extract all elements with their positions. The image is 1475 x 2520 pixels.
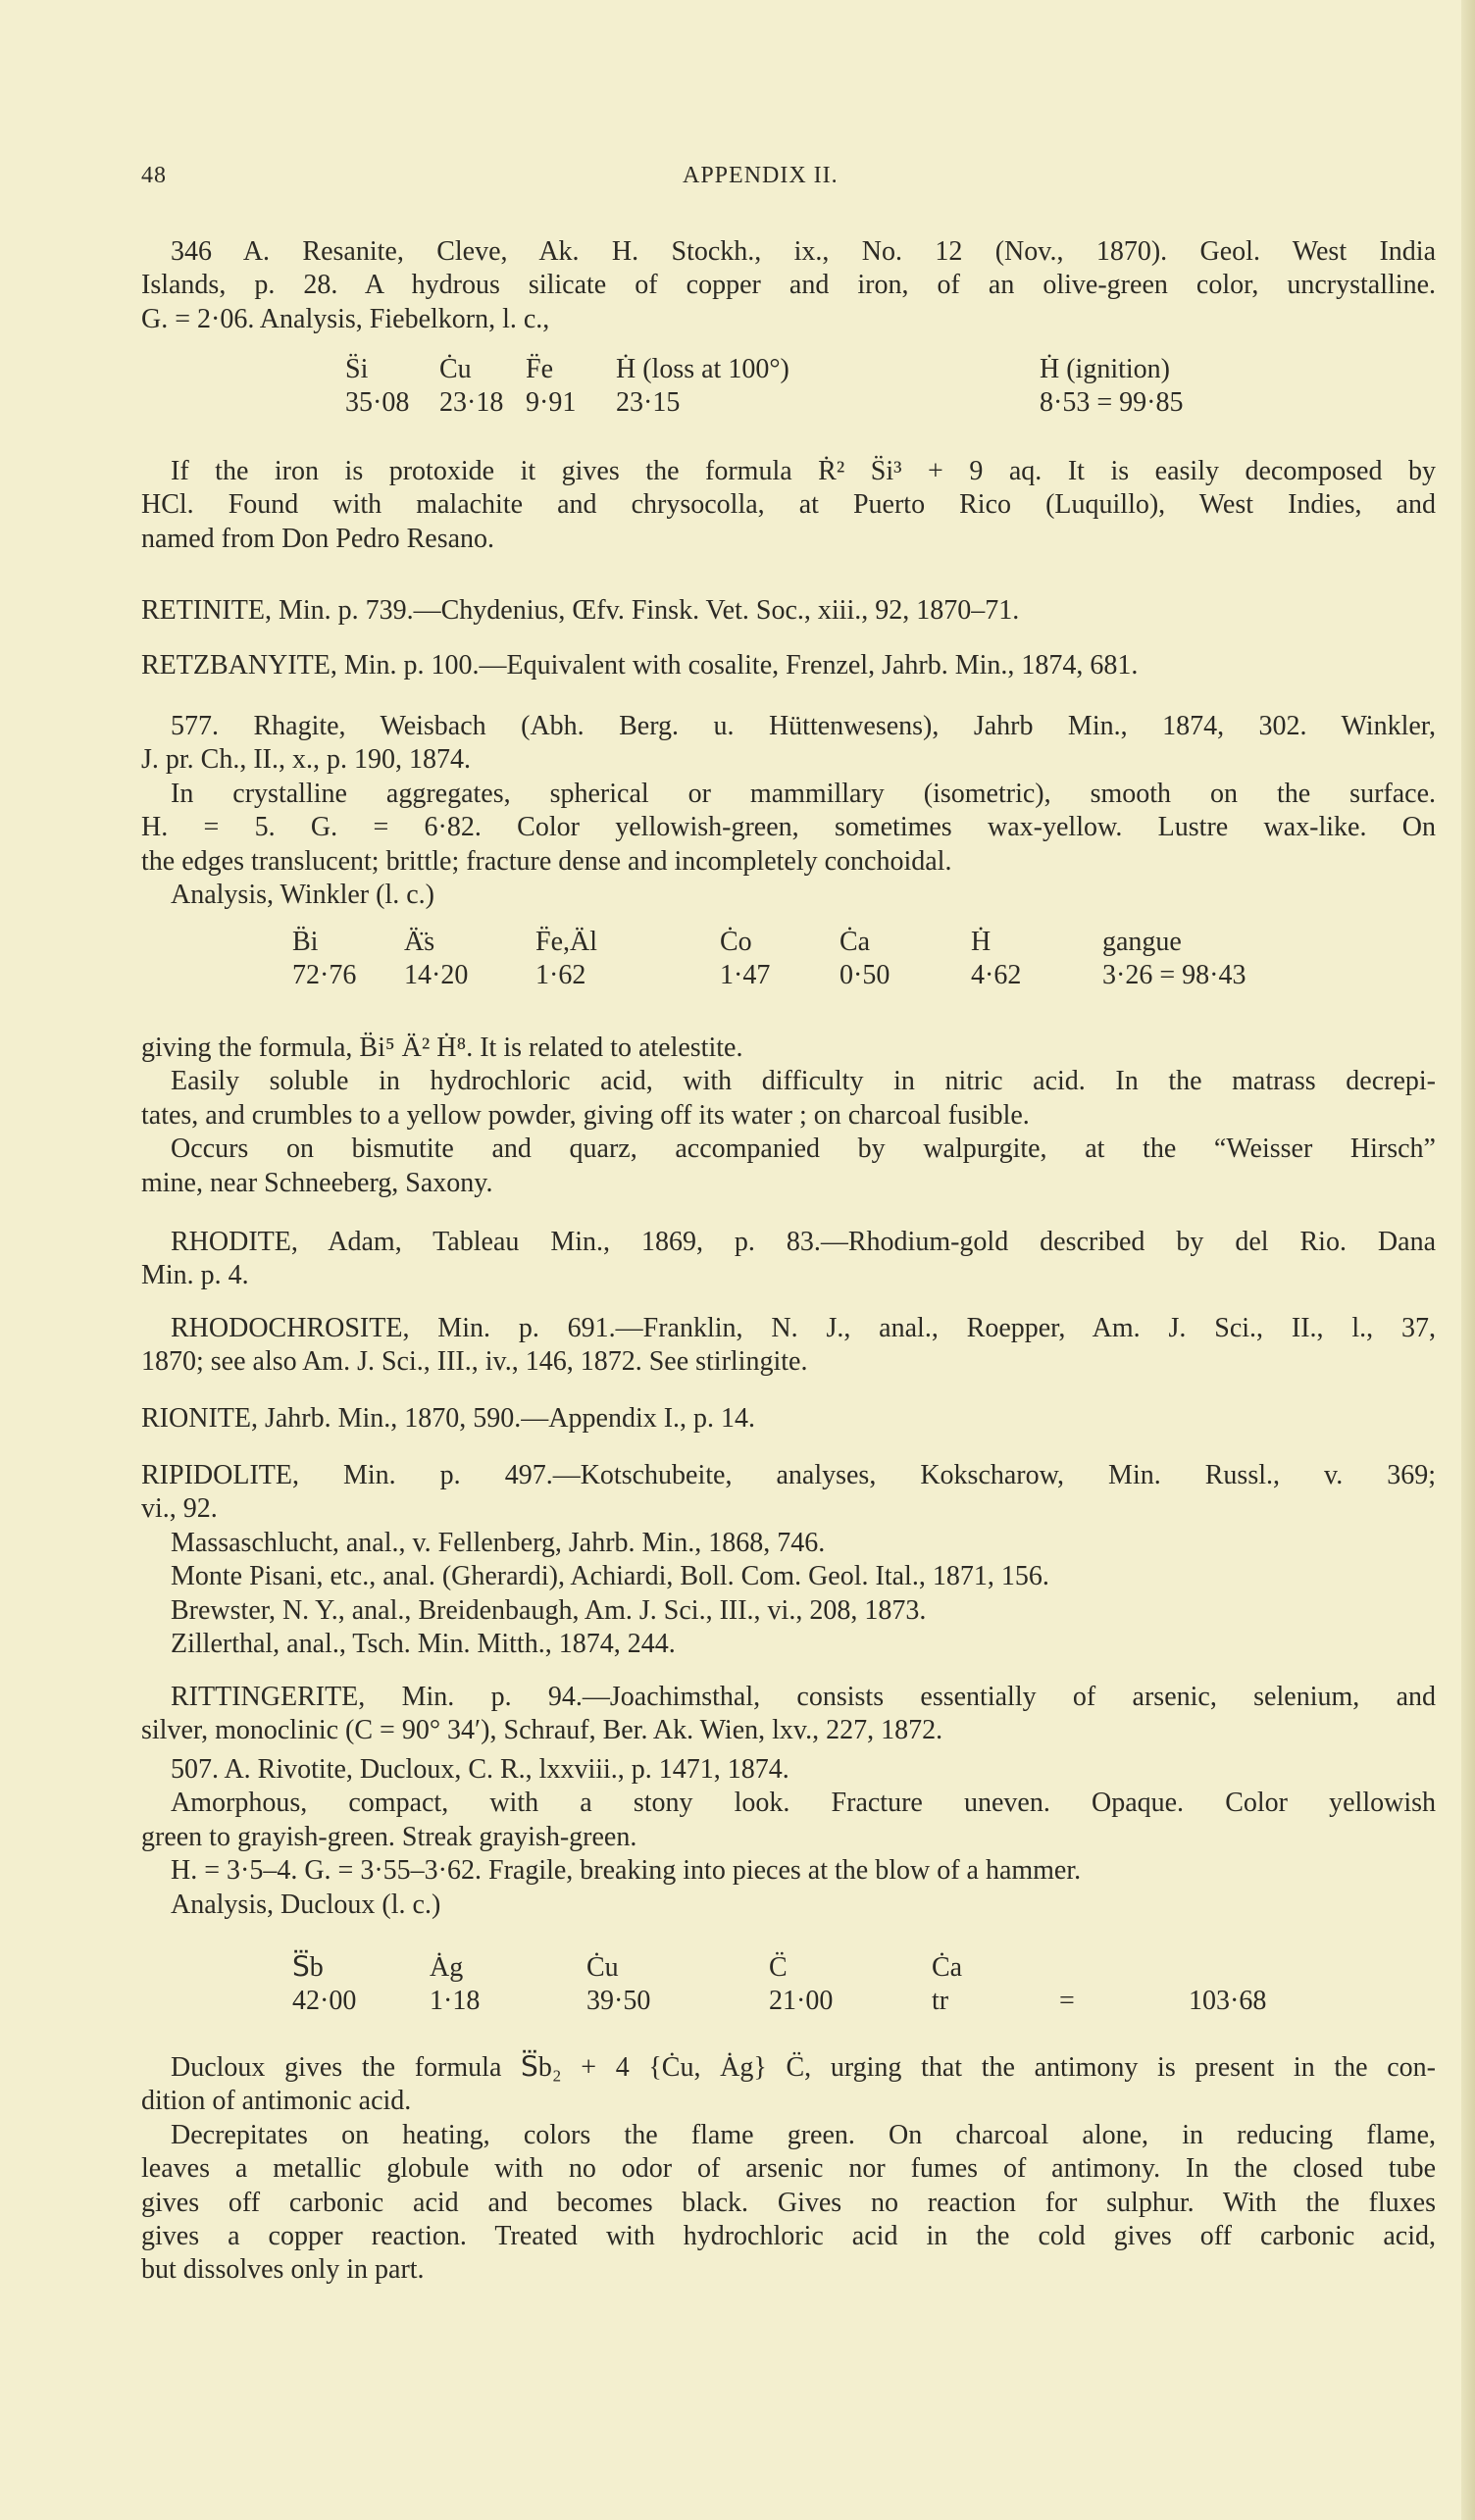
page-number: 48 [141, 163, 167, 188]
resanite-lines-block [141, 235, 1436, 336]
text-line: Easily soluble in hydrochloric acid, with difficulty in nitric acid. In the matrass decrepi- [171, 1066, 1436, 1097]
table-cell: 72·76 [292, 960, 357, 990]
table-header: Ḣ (ignition) [1040, 354, 1170, 384]
text-line: Analysis, Ducloux (l. c.) [171, 1889, 441, 1920]
text-line: In crystalline aggregates, spherical or mammillary (isometric), smooth on the surface. [171, 778, 1436, 809]
table-cell: 9·91 [526, 387, 577, 418]
table-cell: 14·20 [404, 960, 469, 990]
text-line: leaves a metallic globule with no odor of arsenic nor fumes of antimony. In the closed tube [141, 2153, 1436, 2185]
rhodochrosite-block [141, 1312, 1436, 1380]
table-cell: 4·62 [971, 960, 1022, 990]
text-line: Brewster, N. Y., anal., Breidenbaugh, Am. J. Sci., III., vi., 208, 1873. [171, 1594, 927, 1626]
retinite-entry: RETINITE, Min. p. 739.—Chydenius, Œfv. Finsk. Vet. Soc., xiii., 92, 1870–71. [141, 595, 1020, 626]
table-header: Ḣ [971, 927, 992, 957]
text-line: HCl. Found with malachite and chrysocolla, at Puerto Rico (Luquillo), West Indies, and [141, 489, 1436, 521]
rhagite-lines-block [141, 710, 1436, 912]
table-cell: 23·15 [616, 387, 681, 418]
text-line: Massaschlucht, anal., v. Fellenberg, Jahrb. Min., 1868, 746. [171, 1527, 826, 1558]
table-header: Ċa [839, 927, 871, 957]
text-line: vi., 92. [141, 1493, 218, 1525]
text-line: giving the formula, B̈i⁵ Ä² Ḣ⁸. It is related to atelestite. [141, 1033, 743, 1063]
table-header: Ċo [720, 927, 752, 957]
table-cell: 42·00 [292, 1986, 357, 2016]
table-header: Ä̈s [404, 927, 435, 957]
text-line: Decrepitates on heating, colors the flame green. On charcoal alone, in reducing flame, [171, 2119, 1436, 2150]
table-header: C̈ [769, 1952, 788, 1983]
table-total: 103·68 [1189, 1986, 1267, 2016]
text-line: If the iron is protoxide it gives the formula Ṙ² S̈i³ + 9 aq. It is easily decomposed by [171, 456, 1436, 486]
text-line: H. = 3·5–4. G. = 3·55–3·62. Fragile, breaking into pieces at the blow of a hammer. [171, 1855, 1082, 1887]
text-line: RHODOCHROSITE, Min. p. 691.—Franklin, N. J., anal., Roepper, Am. J. Sci., II., l., 37, [171, 1313, 1436, 1343]
text-line: J. pr. Ch., II., x., p. 190, 1874. [141, 744, 471, 776]
table-header: Ḣ (loss at 100°) [616, 354, 789, 384]
table-cell: tr [932, 1986, 949, 2016]
text-line: 507. A. Rivotite, Ducloux, C. R., lxxviii., p. 1471, 1874. [171, 1754, 789, 1785]
rivotite-after-block [141, 2051, 1436, 2288]
table-header: gangue [1102, 927, 1182, 957]
text-line: the edges translucent; brittle; fracture dense and incompletely conchoidal. [141, 845, 952, 877]
table-cell: 1·47 [720, 960, 771, 990]
table-cell: 35·08 [345, 387, 410, 418]
table-header: F̈e,Äl [535, 927, 597, 957]
table-cell: 1·18 [430, 1986, 481, 2016]
table-header: B̈i [292, 927, 319, 957]
text-line: Amorphous, compact, with a stony look. Fracture uneven. Opaque. Color yellowish [171, 1788, 1436, 1819]
text-line: Islands, p. 28. A hydrous silicate of copper and iron, of an olive-green color, uncrystalline. [141, 270, 1436, 301]
text-line: 1870; see also Am. J. Sci., III., iv., 146, 1872. See stirlingite. [141, 1346, 808, 1378]
table-header: S⃛b [292, 1952, 324, 1983]
rittingerite-block [141, 1681, 1436, 1748]
table-cell: 0·50 [839, 960, 890, 990]
table-cell: 39·50 [586, 1986, 651, 2016]
text-line: named from Don Pedro Resano. [141, 523, 495, 554]
resanite-after-block [141, 455, 1436, 556]
ripidolite-block [141, 1459, 1436, 1661]
text-line: RIPIDOLITE, Min. p. 497.—Kotschubeite, analyses, Kokscharow, Min. Russl., v. 369; [141, 1460, 1436, 1490]
rhodite-block [141, 1226, 1436, 1293]
table-cell: 3·26 = 98·43 [1102, 960, 1246, 990]
table-cell: 8·53 = 99·85 [1040, 387, 1184, 418]
table-header: Ċu [586, 1952, 619, 1983]
text-line: gives off carbonic acid and becomes black. Gives no reaction for sulphur. With the fluxes [141, 2187, 1436, 2218]
table-header: Ȧg [430, 1952, 464, 1983]
text-line: silver, monoclinic (C = 90° 34′), Schrauf, Ber. Ak. Wien, lxv., 227, 1872. [141, 1715, 943, 1746]
text-line: Occurs on bismutite and quarz, accompanied by walpurgite, at the “Weisser Hirsch” [171, 1134, 1436, 1165]
table-equals: = [1059, 1986, 1075, 2016]
table-header: S̈i [345, 354, 369, 384]
text-line: tates, and crumbles to a yellow powder, giving off its water ; on charcoal fusible. [141, 1099, 1030, 1131]
text-line: 346 A. Resanite, Cleve, Ak. H. Stockh., ix., No. 12 (Nov., 1870). Geol. West India [171, 236, 1436, 267]
table-cell: 23·18 [439, 387, 504, 418]
retzbanyite-entry: RETZBANYITE, Min. p. 100.—Equivalent with cosalite, Frenzel, Jahrb. Min., 1874, 681. [141, 650, 1139, 680]
table-header: F̈e [526, 354, 553, 384]
page-edge [1461, 0, 1475, 2520]
rhagite-after-block [141, 1032, 1436, 1200]
text-line: Zillerthal, anal., Tsch. Min. Mitth., 1874, 244. [171, 1628, 676, 1659]
text-line: dition of antimonic acid. [141, 2086, 412, 2117]
text-line: RHODITE, Adam, Tableau Min., 1869, p. 83.—Rhodium-gold described by del Rio. Dana [171, 1227, 1436, 1257]
text-line: gives a copper reaction. Treated with hydrochloric acid in the cold gives off carbonic acid, [141, 2220, 1436, 2251]
text-line: 577. Rhagite, Weisbach (Abh. Berg. u. Hüttenwesens), Jahrb Min., 1874, 302. Winkler, [171, 711, 1436, 741]
text-line: Monte Pisani, etc., anal. (Gherardi), Achiardi, Boll. Com. Geol. Ital., 1871, 156. [171, 1561, 1049, 1592]
text-line: Min. p. 4. [141, 1260, 249, 1291]
running-title: APPENDIX II. [683, 163, 839, 188]
rivotite-lines-block [141, 1753, 1436, 1922]
table-cell: 21·00 [769, 1986, 834, 2016]
text-line: Ducloux gives the formula S⃛b₂ + 4 {Ċu, Ȧg} C̈, urging that the antimony is present in the con- [171, 2052, 1436, 2083]
text-line: but dissolves only in part. [141, 2254, 425, 2286]
table-header: Ċa [932, 1952, 963, 1983]
text-line: mine, near Schneeberg, Saxony. [141, 1167, 493, 1198]
text-line: RITTINGERITE, Min. p. 94.—Joachimsthal, consists essentially of arsenic, selenium, and [171, 1682, 1436, 1712]
text-line: Analysis, Winkler (l. c.) [171, 879, 434, 910]
text-line: green to grayish-green. Streak grayish-green. [141, 1821, 637, 1852]
text-line: H. = 5. G. = 6·82. Color yellowish-green, sometimes wax-yellow. Lustre wax-like. On [141, 812, 1436, 843]
table-header: Ċu [439, 354, 472, 384]
rionite-entry: RIONITE, Jahrb. Min., 1870, 590.—Appendix I., p. 14. [141, 1403, 756, 1434]
text-line: G. = 2·06. Analysis, Fiebelkorn, l. c., [141, 303, 550, 334]
table-cell: 1·62 [535, 960, 586, 990]
